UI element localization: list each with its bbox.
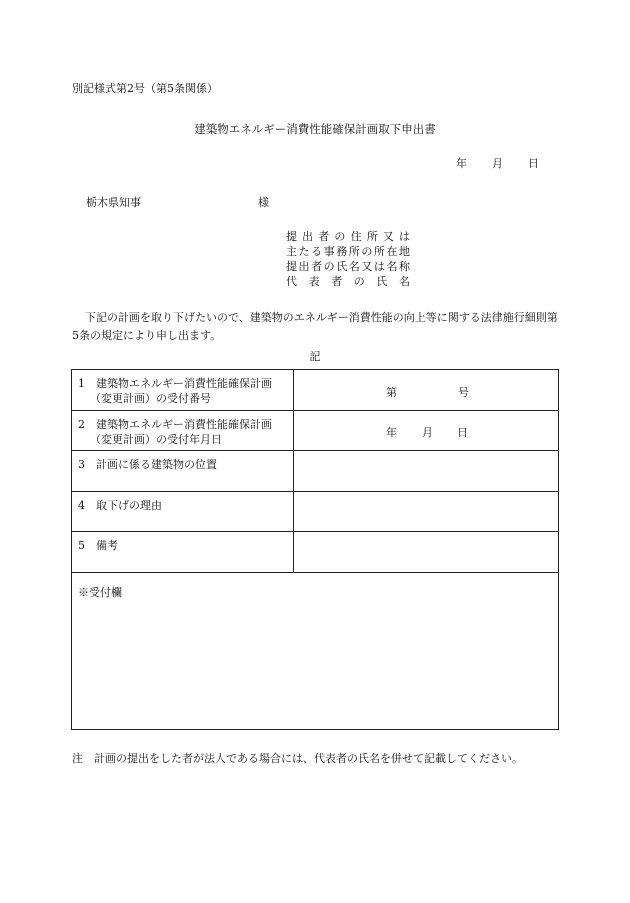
date-year: 年 [456,157,467,170]
row-label-line1: 計画に係る建築物の位置 [96,458,217,471]
receipt-go: 号 [458,386,469,399]
table-row [72,451,558,492]
body-text: 下記の計画を取り下げたいので、建築物のエネルギー消費性能の向上等に関する法律施行細則第5条の規定により申し出ます。 [72,311,558,342]
row-label-line1: 備考 [96,539,118,552]
receipt-dai: 第 [386,386,397,399]
addressee-honorific: 様 [258,196,269,209]
table-row [72,370,558,411]
table-row [72,532,558,573]
receipt-number-field[interactable] [294,370,558,410]
row-label-line2: （変更計画）の受付年月日 [90,433,222,446]
row-label-line1: 建築物エネルギー消費性能確保計画 [96,377,272,390]
row-label [72,370,294,410]
form-id: 別記様式第2号（第5条関係） [72,82,218,95]
remarks-field[interactable] [294,532,558,572]
form-table [71,369,559,730]
receipt-year: 年 [386,426,397,439]
date-month: 月 [492,157,503,170]
addressee-name: 栃木県知事 [86,196,141,209]
document-title: 建築物エネルギー消費性能確保計画取下申出書 [194,122,436,136]
receipt-month: 月 [422,426,433,439]
receipt-date-field[interactable] [294,411,558,450]
footnote: 注 計画の提出をした者が法人である場合には、代表者の氏名を併せて記載してください。 [72,752,523,765]
row-label-line1: 取下げの理由 [96,499,162,512]
date-day: 日 [528,157,539,170]
withdrawal-reason-field[interactable] [294,492,558,531]
applicant-name-label: 提出者の氏名又は名称 [286,260,410,273]
row-label [72,411,294,450]
row-number: 1 [78,377,85,390]
building-location-field[interactable] [294,451,558,491]
row-number: 2 [78,418,85,431]
row-label-line1: 建築物エネルギー消費性能確保計画 [96,418,272,431]
reception-label: ※受付欄 [78,586,122,599]
ki-heading: 記 [309,350,321,363]
applicant-address-label: 提出者の住所又は [286,230,410,243]
row-label [72,532,294,572]
row-number: 4 [78,499,85,512]
representative-name-label: 代表者の氏名 [286,275,410,288]
applicant-block [286,229,410,289]
receipt-day: 日 [457,426,468,439]
row-number: 5 [78,539,85,552]
applicant-office-label: 主たる事務所の所在地 [286,245,410,258]
table-row [72,492,558,532]
row-label-line2: （変更計画）の受付番号 [90,392,211,405]
row-label [72,451,294,491]
row-label [72,492,294,531]
table-row [72,411,558,451]
date-line [456,155,539,171]
row-number: 3 [78,458,85,471]
